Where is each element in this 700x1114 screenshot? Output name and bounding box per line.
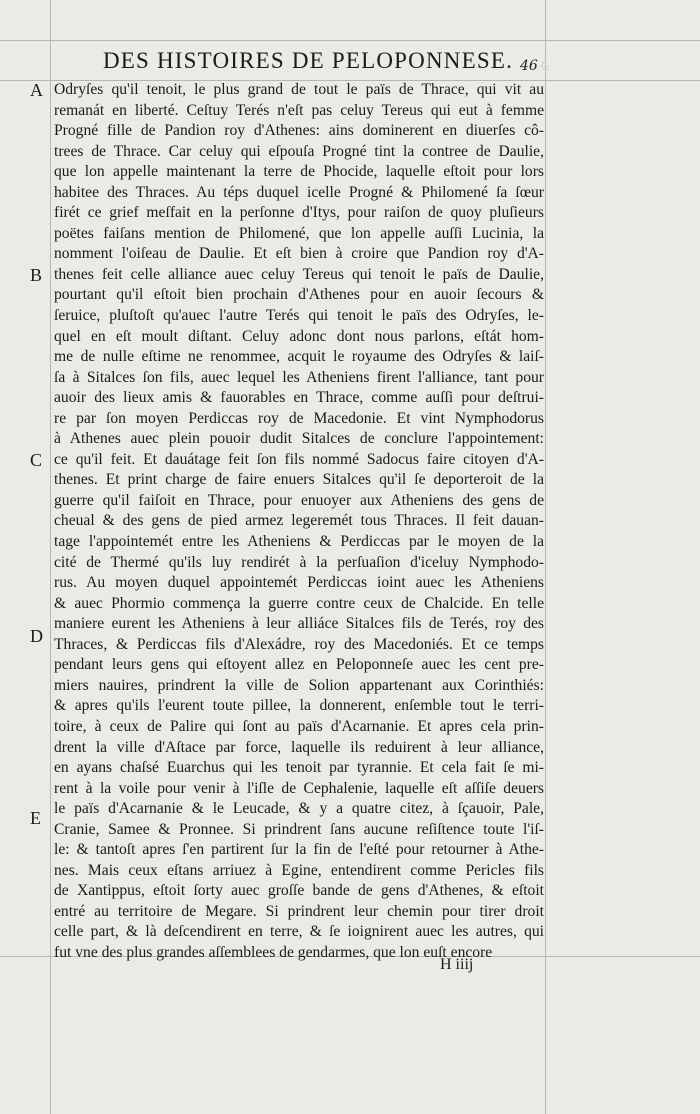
- text-line: Odryſes qu'il tenoit, le plus grand de tout le païs de Thrace, qui vit au: [54, 81, 544, 98]
- text-line: pourtant qu'il eſtoit bien prochain d'Athenes pour en auoir ſecours &: [54, 286, 544, 304]
- text-line: Thraces, & Perdiccas fils d'Alexádre, roy des Macedoniés. Et ce temps: [54, 635, 544, 653]
- text-line: Cranie, Samee & Pronnee. Si prindrent ſans aucune reſiſtence toute l'iſ-: [54, 820, 544, 838]
- folio-number: 46: [520, 58, 538, 74]
- text-line: & auec Phormio commença la guerre contre ceux de Chalcide. En telle: [54, 594, 544, 612]
- text-line: rus. Au moyen duquel appointemét Perdiccas ioint auec les Atheniens: [54, 574, 544, 592]
- text-line: tage l'appointemét entre les Atheniens & Perdiccas par le moyen de la: [54, 533, 544, 551]
- text-line: que lon appelle maintenant la terre de Phocide, laquelle eſtoit pour lors: [54, 163, 544, 181]
- text-line: quel en eſt moult diſtant. Celuy adonc dont nous parlons, eſtát hom-: [54, 327, 544, 345]
- text-line: auoir des lieux amis & fauorables en Thrace, comme auſſi pour deſtrui-: [54, 389, 544, 407]
- text-line: entré au territoire de Megare. Si prindrent leur chemin pour tirer droit: [54, 902, 544, 920]
- text-line: le païs d'Acarnanie & le Leucade, & y a quatre citez, à ſçauoir, Pale,: [54, 800, 544, 818]
- text-line: ce qu'il feit. Et dauátage feit ſon fils nommé Sadocus faire citoyen d'A-: [54, 450, 544, 468]
- text-line: me de nulle eſtime ne renommee, acquit le royaume des Odryſes & laiſ-: [54, 348, 544, 366]
- text-line: celle part, & là deſcendirent en terre, & ſe ioignirent auec les autres, qui: [54, 923, 544, 941]
- text-line: remanát en liberté. Ceſtuy Terés n'eſt pas celuy Tereus qui eut à femme: [54, 101, 544, 119]
- running-title: DES HISTOIRES DE PELOPONNESE.: [102, 48, 514, 73]
- margin-letter-d: D: [30, 626, 43, 646]
- margin-letter-b: B: [30, 265, 43, 285]
- page-rule-left: [50, 0, 51, 1114]
- text-line: thenes feit celle alliance auec celuy Tereus qui tenoit le païs de Daulie,: [54, 265, 544, 283]
- text-line: Progné fille de Pandion roy d'Athenes: ains dominerent en diuerſes cô-: [54, 122, 544, 140]
- text-line: poëtes faiſans mention de Philomené, que lon appelle auſſi Lucinia, la: [54, 224, 544, 242]
- text-line: nomment l'oiſeau de Daulie. Et eſt bien à croire que Pandion roy d'A-: [54, 245, 544, 263]
- text-line: thenes. Et print charge de faire enuers Sitalces qu'il ſe deporteroit de la: [54, 471, 544, 489]
- text-line: à Athenes auec plein pouoir dudit Sitalces de conclure l'appointement:: [54, 430, 544, 448]
- text-line: le: & tantoſt apres ſ'en partirent ſur la fin de l'eſté pour retourner à Athe-: [54, 841, 544, 859]
- text-line: fut vne des plus grandes aſſemblees de gendarmes, que lon euſt encore: [54, 943, 493, 961]
- page-rule-right: [545, 0, 546, 1114]
- text-line: de Xantippus, eſtoit ſorty auec groſſe bande de gens d'Athenes, & eſtoit: [54, 882, 544, 900]
- text-line: cité de Thermé qu'ils luy rendirét à la perſuaſion d'iceluy Nymphodo-: [54, 553, 544, 571]
- text-line: habitee des Thraces. Au téps duquel icelle Progné & Philomené ſa ſœur: [54, 183, 544, 201]
- text-line: ſeruice, pluſtoſt qu'auec l'autre Terés qui tenoit le païs des Odryſes, le-: [54, 307, 544, 325]
- text-line: re par ſon moyen Perdiccas roy de Macedonie. Et vint Nymphodorus: [54, 409, 544, 427]
- body-text: [54, 80, 544, 964]
- margin-letter-a: A: [30, 80, 43, 100]
- folio-ghost-mark: 4: [540, 58, 549, 74]
- text-line: maniere eurent les Atheniens à leur alliáce Sitalces fils de Terés, roy des: [54, 615, 544, 633]
- margin-letter-c: C: [30, 450, 43, 470]
- text-line: cheual & des gens de pied armez legeremét tous Thraces. Il feit dauan-: [54, 512, 544, 530]
- text-line: pendant leurs gens qui eſtoyent allez en Peloponneſe auec les cent pre-: [54, 656, 544, 674]
- text-line: rent à la voile pour venir à l'iſle de Cephalenie, laquelle eſt aſſiſe deuers: [54, 779, 544, 797]
- margin-letter-e: E: [30, 808, 41, 828]
- text-line: miers nauires, prindrent la ville de Solion appartenant aux Corinthiés:: [54, 676, 544, 694]
- text-line: nes. Mais ceux eſtans arriuez à Egine, entendirent comme Pericles fils: [54, 861, 544, 879]
- text-line: ſa à Sitalces ſon fils, auec lequel les Atheniens firent l'alliance, tant pour: [54, 368, 544, 386]
- text-line: trees de Thrace. Car celuy qui eſpouſa Progné tint la contree de Daulie,: [54, 142, 544, 160]
- text-line: & apres qu'ils l'eurent toute pillee, la donnerent, enſemble tout le terri-: [54, 697, 544, 715]
- text-line: en ayans chaſsé Euarchus qui les tenoit par tyrannie. Et cela fait ſe mi-: [54, 759, 544, 777]
- text-line: guerre qu'il faiſoit en Thrace, pour enuoyer aux Atheniens des gens de: [54, 491, 544, 509]
- page-rule-top: [0, 40, 700, 41]
- signature-mark: H iiij: [440, 956, 474, 973]
- text-line: drent la ville d'Aſtace par force, laquelle ils reduirent à leur alliance,: [54, 738, 544, 756]
- text-line: toire, à ceux de Palire qui ſont au païs d'Acarnanie. Et apres cela prin-: [54, 717, 544, 735]
- text-line: firét ce grief meſfait en la perſonne d'Itys, pour raiſon de quoy pluſieurs: [54, 204, 544, 222]
